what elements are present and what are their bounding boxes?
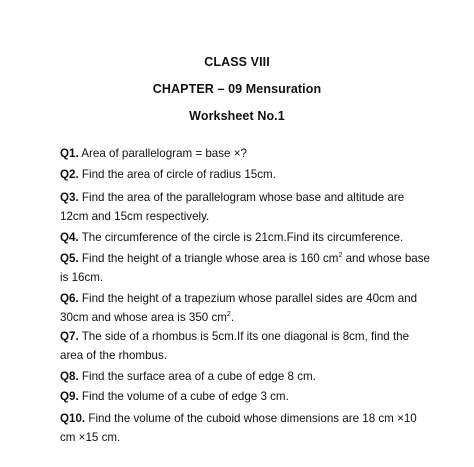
- question-text: [60, 252, 430, 284]
- question-1: [60, 144, 430, 163]
- question-number: Q10.: [60, 412, 86, 425]
- question-8: [60, 367, 430, 386]
- chapter-title: CHAPTER – 09 Mensuration: [152, 82, 322, 96]
- question-text: Area of parallelogram = base ×?: [81, 147, 247, 160]
- question-number: Q9.: [60, 390, 79, 403]
- question-text: Find the surface area of a cube of edge 8 cm.: [81, 370, 316, 383]
- question-number: Q5.: [60, 252, 79, 265]
- question-text: Find the volume of a cube of edge 3 cm.: [81, 390, 289, 403]
- question-text: Find the area of the parallelogram whose base and altitude are 12cm and 15cm respectively.: [60, 191, 405, 223]
- question-text: [60, 292, 417, 324]
- question-text-part: .: [230, 311, 235, 324]
- question-text: The side of a rhombus is 5cm.If its one diagonal is 8cm, find the area of the rhombus.: [60, 330, 410, 362]
- question-text: The circumference of the circle is 21cm.Find its circumference.: [81, 231, 404, 244]
- question-number: Q8.: [60, 370, 79, 383]
- class-title: CLASS VIII: [204, 55, 270, 69]
- superscript: 2: [226, 311, 231, 318]
- question-4: [60, 228, 430, 247]
- question-7: [60, 327, 430, 365]
- question-text-part: and whose base is 16cm.: [60, 252, 431, 284]
- question-number: Q3.: [60, 191, 79, 204]
- question-10: [60, 409, 430, 447]
- question-number: Q6.: [60, 292, 79, 305]
- question-text: Find the volume of the cuboid whose dimensions are 18 cm ×10 cm ×15 cm.: [60, 412, 417, 444]
- question-6: [60, 289, 430, 327]
- question-number: Q4.: [60, 231, 79, 244]
- question-number: Q1.: [60, 147, 79, 160]
- question-text-part: Find the height of a trapezium whose parallel sides are 40cm and 30cm and whose area is 350 cm: [60, 292, 418, 324]
- question-text: Find the area of circle of radius 15cm.: [81, 168, 276, 181]
- superscript: 2: [338, 252, 343, 259]
- question-9: [60, 387, 430, 406]
- question-text-part: Find the height of a triangle whose area is 160 cm: [81, 252, 339, 265]
- question-3: [60, 188, 430, 226]
- worksheet-title: Worksheet No.1: [189, 109, 285, 123]
- question-5: [60, 249, 430, 287]
- question-2: [60, 165, 430, 184]
- question-number: Q7.: [60, 330, 79, 343]
- question-number: Q2.: [60, 168, 79, 181]
